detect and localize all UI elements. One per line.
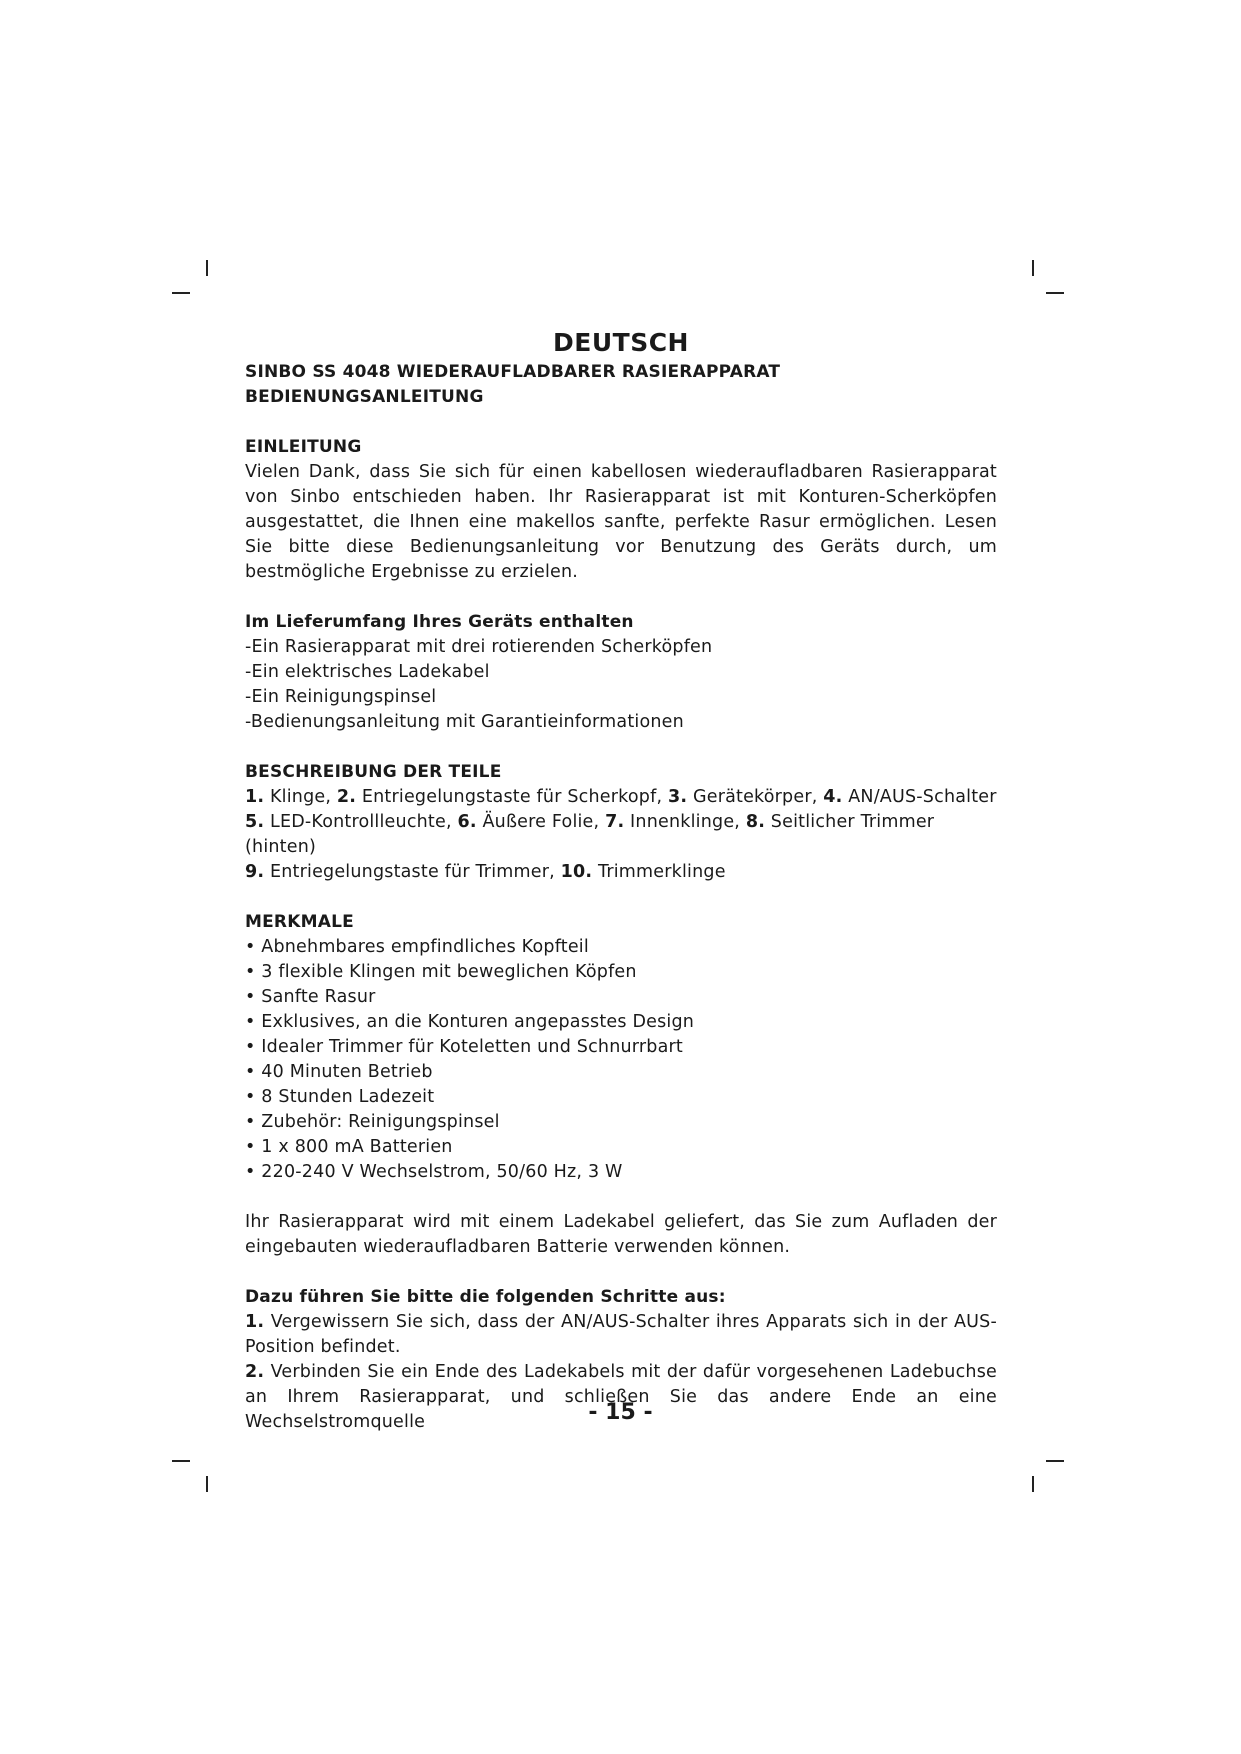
step-item: [245, 1310, 997, 1360]
step-number: 1.: [245, 1312, 265, 1332]
part-label: Innenklinge,: [624, 812, 746, 832]
parts-line-1: [245, 785, 997, 810]
part-label: Äußere Folie,: [476, 812, 606, 832]
manual-title: BEDIENUNGSANLEITUNG: [245, 387, 484, 407]
part-number: 1.: [245, 787, 265, 807]
page-number: - 15 -: [588, 1400, 653, 1425]
part-label: Trimmerklinge: [592, 862, 726, 882]
crop-mark-top-right-vertical: [1032, 260, 1034, 276]
manual-page-content: [245, 326, 997, 1435]
crop-mark-top-left-horizontal: [172, 292, 190, 294]
feature-item: • 3 flexible Klingen mit beweglichen Köpfen: [245, 962, 637, 982]
contents-heading: Im Lieferumfang Ihres Geräts enthalten: [245, 612, 634, 632]
part-number: 9.: [245, 862, 265, 882]
contents-list: [245, 635, 997, 735]
contents-item: -Bedienungsanleitung mit Garantieinformationen: [245, 712, 684, 732]
charging-text: Ihr Rasierapparat wird mit einem Ladekabel geliefert, das Sie zum Aufladen der eingebauten wiederaufladbaren Batterie verwenden können.: [245, 1212, 997, 1257]
part-label: Entriegelungstaste für Scherkopf,: [356, 787, 668, 807]
feature-item: • Zubehör: Reinigungspinsel: [245, 1112, 500, 1132]
part-label: Klinge,: [264, 787, 337, 807]
part-number: 6.: [457, 812, 477, 832]
crop-mark-bottom-left-horizontal: [172, 1460, 190, 1462]
feature-item: • Sanfte Rasur: [245, 987, 376, 1007]
feature-item: • 220-240 V Wechselstrom, 50/60 Hz, 3 W: [245, 1162, 623, 1182]
feature-item: • 1 x 800 mA Batterien: [245, 1137, 453, 1157]
feature-item: • 8 Stunden Ladezeit: [245, 1087, 435, 1107]
steps-heading: Dazu führen Sie bitte die folgenden Schritte aus:: [245, 1287, 726, 1307]
features-list: [245, 935, 997, 1185]
contents-item: -Ein elektrisches Ladekabel: [245, 662, 490, 682]
part-number: 4.: [823, 787, 843, 807]
feature-item: • Abnehmbares empfindliches Kopfteil: [245, 937, 589, 957]
part-number: 3.: [667, 787, 688, 807]
crop-mark-bottom-right-horizontal: [1046, 1460, 1064, 1462]
part-label: Gerätekörper,: [687, 787, 824, 807]
contents-item: -Ein Reinigungspinsel: [245, 687, 437, 707]
product-title: SINBO SS 4048 WIEDERAUFLADBARER RASIERAPPARAT: [245, 362, 781, 382]
part-number: 7.: [605, 812, 625, 832]
part-number: 10.: [560, 862, 593, 882]
features-heading: MERKMALE: [245, 912, 354, 932]
step-text: Vergewissern Sie sich, dass der AN/AUS-Schalter ihres Apparats sich in der AUS-Position befindet.: [245, 1312, 997, 1357]
feature-item: • Idealer Trimmer für Koteletten und Schnurrbart: [245, 1037, 683, 1057]
part-label: AN/AUS-Schalter: [842, 787, 997, 807]
step-number: 2.: [245, 1362, 265, 1382]
intro-text: Vielen Dank, dass Sie sich für einen kabellosen wiederaufladbaren Rasierapparat von Sinbo entschieden haben. Ihr Rasierapparat ist mit Konturen-Scherköpfen ausgestattet, die Ihnen eine makellos sanfte, perfekte Rasur ermöglichen. Lesen Sie bitte diese Bedienungsanleitung vor Benutzung des Geräts durch, um bestmögliche Ergebnisse zu erzielen.: [245, 462, 997, 582]
part-number: 2.: [336, 787, 357, 807]
crop-mark-top-left-vertical: [206, 260, 208, 276]
feature-item: • 40 Minuten Betrieb: [245, 1062, 433, 1082]
part-label: LED-Kontrollleuchte,: [264, 812, 458, 832]
part-label: Entriegelungstaste für Trimmer,: [264, 862, 561, 882]
language-title: DEUTSCH: [553, 328, 689, 357]
part-label: Seitlicher Trimmer (hinten): [245, 812, 935, 857]
feature-item: • Exklusives, an die Konturen angepasstes Design: [245, 1012, 695, 1032]
part-number: 5.: [245, 812, 265, 832]
parts-line-3: [245, 860, 997, 885]
contents-item: -Ein Rasierapparat mit drei rotierenden Scherköpfen: [245, 637, 713, 657]
parts-line-2: [245, 810, 997, 860]
crop-mark-bottom-right-vertical: [1032, 1476, 1034, 1492]
part-number: 8.: [745, 812, 766, 832]
crop-mark-top-right-horizontal: [1046, 292, 1064, 294]
parts-heading: BESCHREIBUNG DER TEILE: [245, 762, 502, 782]
crop-mark-bottom-left-vertical: [206, 1476, 208, 1492]
step-text: Verbinden Sie ein Ende des Ladekabels mit der dafür vorgesehenen Ladebuchse an Ihrem Rasierapparat, und schließen Sie das andere Ende an eine Wechselstromquelle: [245, 1362, 997, 1432]
intro-heading: EINLEITUNG: [245, 437, 362, 457]
